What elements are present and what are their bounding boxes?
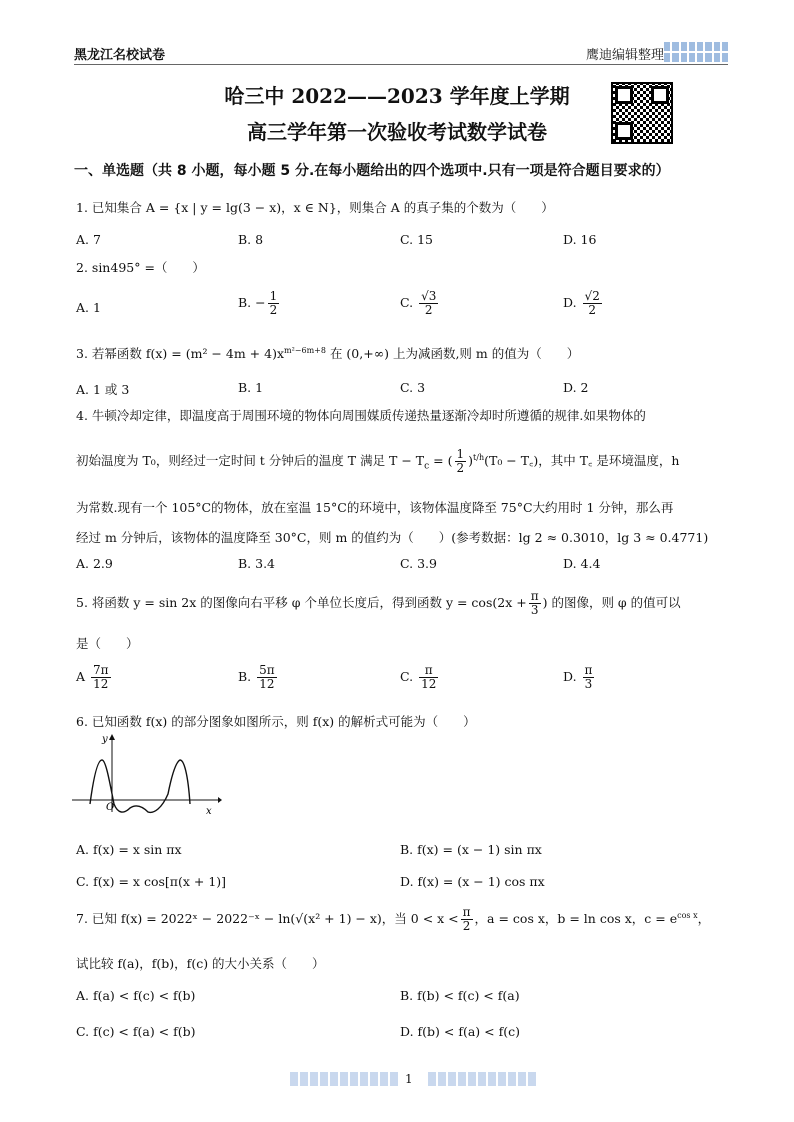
question-7-option-b: B. f(b) < f(c) < f(a) — [400, 988, 520, 1003]
question-6-option-a: A. f(x) = x sin πx — [76, 842, 182, 857]
question-6-graph — [72, 734, 222, 814]
title-line-1: 哈三中 2022——2023 学年度上学期 — [224, 84, 570, 108]
question-5-line-1: 5. 将函数 y = sin 2x 的图像向右平移 φ 个单位长度后，得到函数 y = cos(2x + $\frac{\pi}{3}$ ) 的图像，则 φ 的值可以 — [76, 589, 681, 618]
question-2-option-d: D. $\frac{√2}{2}$ — [563, 289, 600, 318]
question-6-stem: 6. 已知函数 f(x) 的部分图象如图所示，则 f(x) 的解析式可能为（ ） — [76, 714, 476, 729]
page-number: 1 — [405, 1072, 413, 1086]
question-7-line-1: 7. 已知 f(x) = 2022ˣ − 2022⁻ˣ − ln(√(x² + 1) − x)，当 0 < x < $\frac{\pi}{2}$ ，a = cos x，b = ln cos x，$c = e^{cos x}$， — [76, 905, 711, 934]
question-3-option-a: A. 1 或 3 — [76, 382, 130, 397]
question-4-option-b: B. 3.4 — [238, 556, 276, 571]
question-2-option-a: A. 1 — [76, 300, 101, 315]
question-2-option-c: C. $\frac{√3}{2}$ — [400, 289, 437, 318]
question-6-option-d: D. f(x) = (x − 1) cos πx — [400, 874, 545, 889]
question-1-stem: 1. 已知集合 A = {x | y = lg(3 − x)，x ∈ N}，则集合 A 的真子集的个数为（ ） — [76, 200, 554, 215]
qr-code-icon — [611, 82, 673, 144]
question-5-option-b: B. $\frac{5\pi}{12}$ — [238, 663, 275, 692]
question-4-line-2: 初始温度为 T₀，则经过一定时间 t 分钟后的温度 T 满足 $T - T_c$ = ( $\frac{1}{2}$ )$^{t/h}$(T₀ − T꜀)，其中 T꜀ 是环境温度，h — [76, 447, 680, 476]
question-7-option-c: C. f(c) < f(a) < f(b) — [76, 1024, 196, 1039]
question-4-line-4: 经过 m 分钟后，该物体的温度降至 30°C，则 m 的值约为（ ）(参考数据：lg 2 ≈ 0.3010，lg 3 ≈ 0.4771) — [76, 530, 709, 545]
question-4-option-d: D. 4.4 — [563, 556, 601, 571]
section-heading: 一、单选题（共 8 小题，每小题 5 分.在每小题给出的四个选项中.只有一项是符合题目要求的） — [74, 163, 670, 179]
question-5-option-c: C. $\frac{\pi}{12}$ — [400, 663, 437, 692]
header-school-label: 黑龙江名校试卷 — [74, 48, 166, 63]
title-line-2: 高三学年第一次验收考试数学试卷 — [247, 120, 547, 144]
question-4-option-a: A. 2.9 — [76, 556, 113, 571]
graph-y-label: y — [102, 734, 108, 745]
question-3-option-c: C. 3 — [400, 380, 426, 395]
graph-origin-label: O — [106, 802, 115, 813]
question-2-stem: 2. sin495° =（ ） — [76, 260, 205, 275]
question-1-option-a: A. 7 — [76, 232, 101, 247]
question-3-stem: 3. 若幂函数 $f(x) = (m^2 - 4m + 4)x^{m^2-6m+8}$ 在 (0,+∞) 上为减函数,则 m 的值为（ ） — [76, 345, 580, 361]
question-3-option-d: D. 2 — [563, 380, 589, 395]
question-5-option-d: D. $\frac{\pi}{3}$ — [563, 663, 593, 692]
question-4-line-1: 4. 牛顿冷却定律，即温度高于周围环境的物体向周围媒质传递热量逐渐冷却时所遵循的规律.如果物体的 — [76, 408, 646, 423]
header-decoration — [664, 42, 728, 62]
question-7-line-2: 试比较 f(a)，f(b)，f(c) 的大小关系（ ） — [76, 956, 325, 971]
graph-x-label: x — [206, 806, 212, 814]
question-1-option-c: C. 15 — [400, 232, 433, 247]
question-2-option-b: B. − $\frac{1}{2}$ — [238, 289, 278, 318]
question-1-option-d: D. 16 — [563, 232, 597, 247]
footer-decoration-right — [428, 1072, 538, 1086]
question-5-option-a: A $\frac{7\pi}{12}$ — [76, 663, 109, 692]
question-4-option-c: C. 3.9 — [400, 556, 437, 571]
header-rule — [74, 64, 728, 65]
question-6-option-b: B. f(x) = (x − 1) sin πx — [400, 842, 542, 857]
question-3-option-b: B. 1 — [238, 380, 264, 395]
question-6-option-c: C. f(x) = x cos[π(x + 1)] — [76, 874, 227, 889]
question-7-option-a: A. f(a) < f(c) < f(b) — [76, 988, 196, 1003]
question-7-option-d: D. f(b) < f(a) < f(c) — [400, 1024, 520, 1039]
footer-decoration-left — [290, 1072, 400, 1086]
question-1-option-b: B. 8 — [238, 232, 264, 247]
question-4-line-3: 为常数.现有一个 105°C的物体，放在室温 15°C的环境中，该物体温度降至 75°C大约用时 1 分钟，那么再 — [76, 500, 674, 515]
question-5-line-2: 是（ ） — [76, 636, 139, 651]
header-editor-label: 鹰迪编辑整理 — [585, 48, 664, 63]
